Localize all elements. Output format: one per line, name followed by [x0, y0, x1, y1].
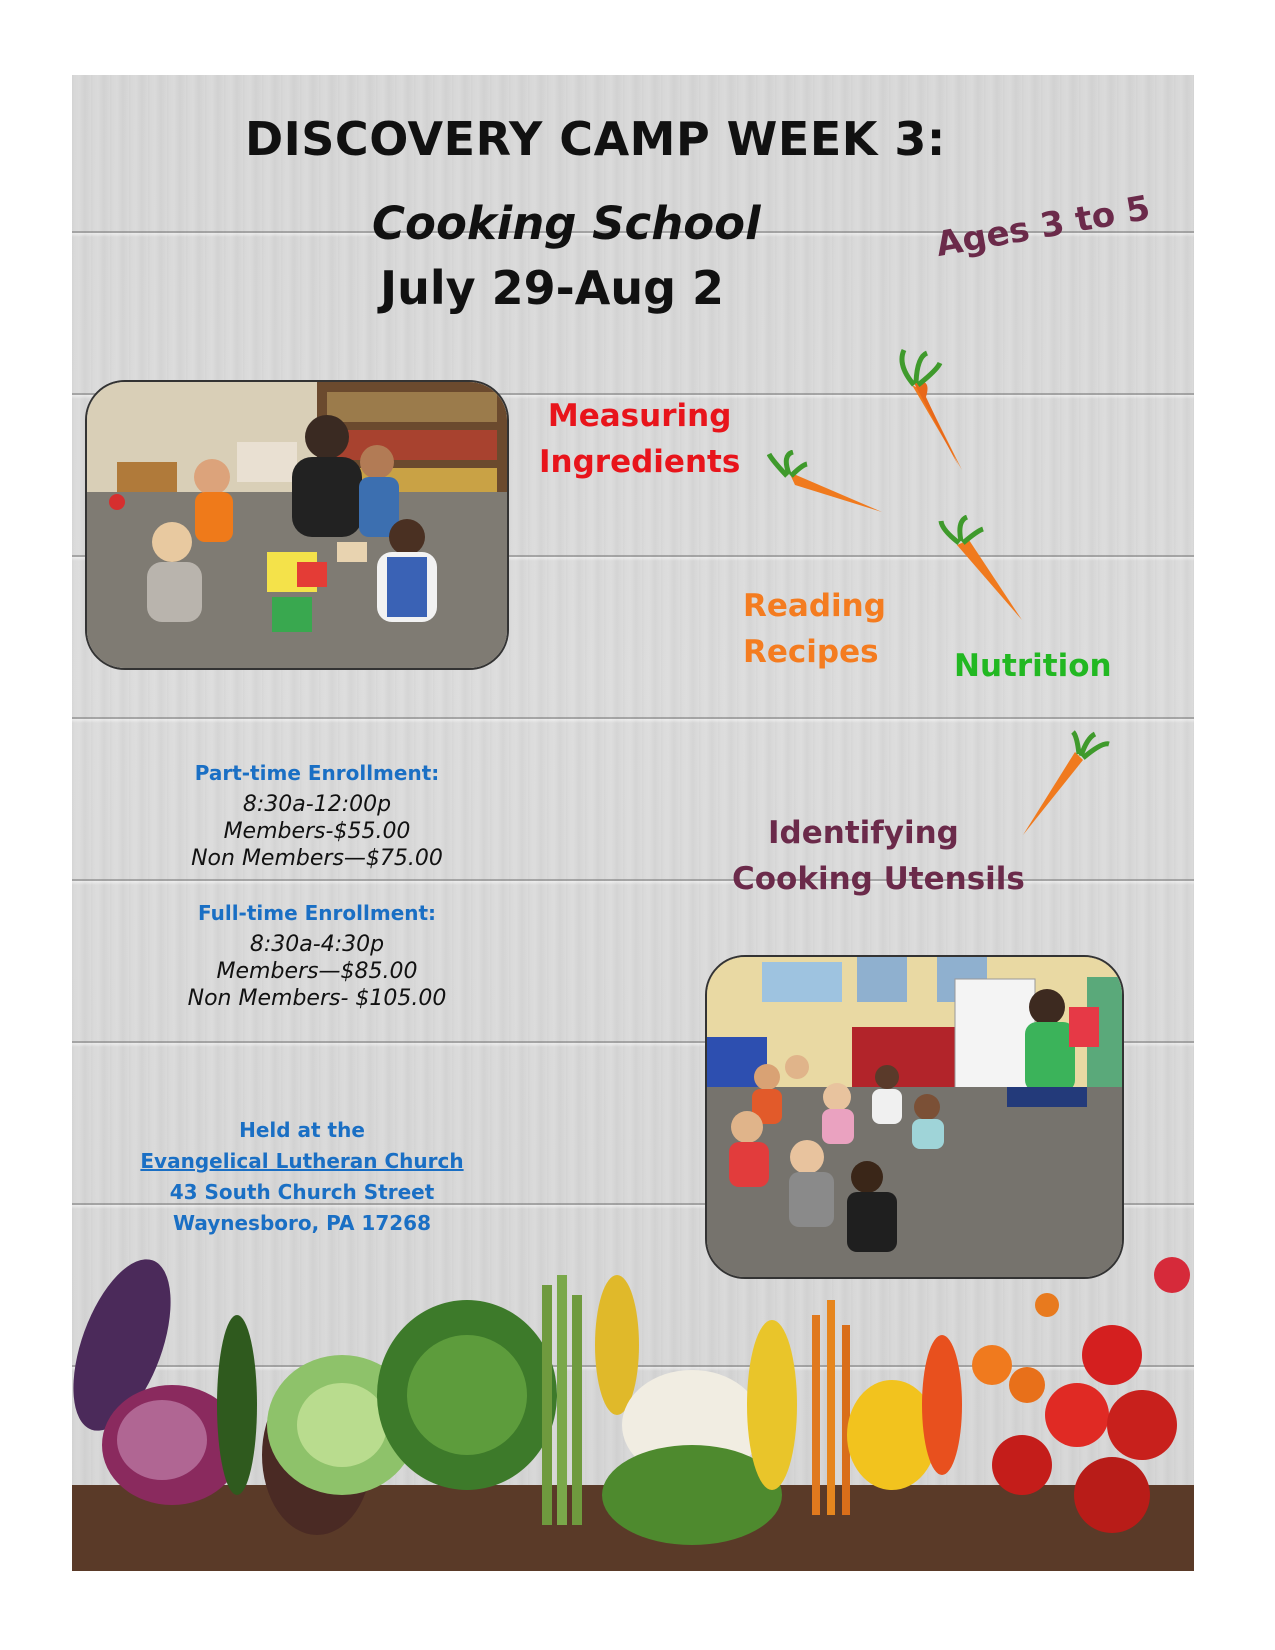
topic-identifying-utensils: Identifying Cooking Utensils — [732, 815, 1025, 897]
full-time-enrollment — [182, 900, 452, 1012]
topic-measuring-ingredients: Measuring Ingredients — [539, 398, 741, 480]
part-time-heading: Part-time Enrollment: — [194, 761, 440, 785]
subtitle: Cooking School — [372, 197, 761, 250]
vegetables-border — [72, 1255, 1194, 1571]
carrot-icon — [937, 515, 1027, 625]
street-address: 43 South Church Street — [169, 1180, 435, 1204]
part-time-enrollment — [182, 760, 452, 872]
flyer: DISCOVERY CAMP WEEK 3: Cooking School July 29-Aug 2 Ages 3 to 5 Measuring Ingredients Reading Recipes Nutrition Identifying Cooking Utensils Part-time Enrollment: 8:30a-12:00p Members-$55.00 Non Members—$75.00 Full-time Enrollment: 8:30a-4:30p Members—$85.00 Non Members- $105.00 Held at the Evangelical Lutheran Church 43 South Church Street Waynesboro, PA 17268 — [72, 75, 1194, 1571]
topic-nutrition: Nutrition — [954, 648, 1112, 684]
photo-children-playing — [85, 380, 509, 670]
city-address: Waynesboro, PA 17268 — [172, 1211, 432, 1235]
full-time-non-members-price: Non Members- $105.00 — [187, 986, 447, 1011]
part-time-hours: 8:30a-12:00p — [242, 792, 392, 817]
church-link[interactable]: Evangelical Lutheran Church — [140, 1149, 464, 1173]
camp-dates: July 29-Aug 2 — [380, 261, 725, 315]
carrot-icon — [892, 345, 972, 475]
carrot-icon — [767, 450, 887, 520]
photo-story-time — [705, 955, 1124, 1279]
carrot-icon — [1017, 730, 1112, 840]
full-time-members-price: Members—$85.00 — [216, 959, 418, 984]
location-block: Held at the Evangelical Lutheran Church 43 South Church Street Waynesboro, PA 17268 — [132, 1115, 472, 1239]
part-time-members-price: Members-$55.00 — [223, 819, 411, 844]
full-time-heading: Full-time Enrollment: — [197, 901, 437, 925]
full-time-hours: 8:30a-4:30p — [249, 932, 385, 957]
age-range: Ages 3 to 5 — [933, 188, 1154, 265]
topic-reading-recipes: Reading Recipes — [743, 588, 886, 670]
part-time-non-members-price: Non Members—$75.00 — [191, 846, 443, 871]
